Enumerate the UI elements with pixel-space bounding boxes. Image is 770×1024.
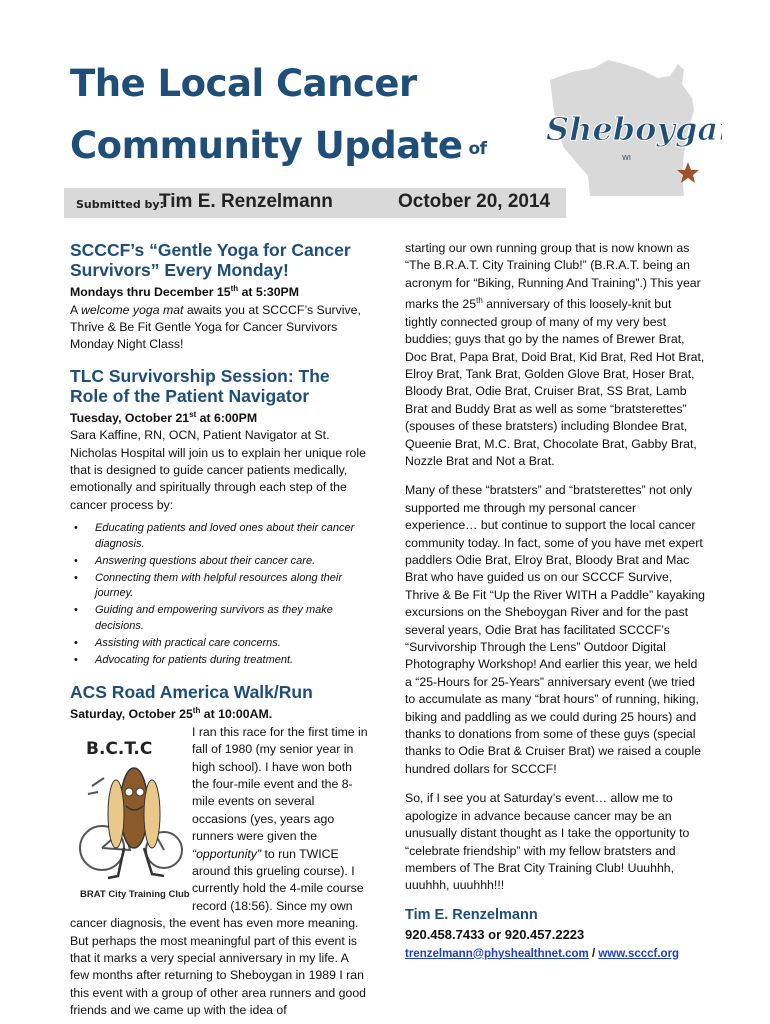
newsletter-title-line1: The Local Cancer xyxy=(70,62,417,105)
list-item: • Connecting them with helpful resources along their journey. xyxy=(70,571,368,602)
left-column xyxy=(70,240,368,1020)
bctc-illustration xyxy=(68,728,190,908)
acs-sub-time: at 10:00AM. xyxy=(200,707,273,722)
email-link[interactable]: trenzelmann@physhealthnet.com xyxy=(405,947,589,960)
tlc-sub-text: Tuesday, October 21 xyxy=(70,410,190,425)
tlc-subheading xyxy=(70,406,368,428)
tlc-bullet-list xyxy=(70,521,368,668)
signature-links xyxy=(405,946,705,963)
website-link[interactable]: www.scccf.org xyxy=(598,947,680,960)
acs-body-pre: I ran this race for the first time in fall of 1980 (my senior year in high school). I have won both the four-mile event and the 8-mile events on several occasions (yes, years ago runners were given the xyxy=(192,724,368,844)
tlc-sub-sup: st xyxy=(189,409,197,419)
closing-paragraph: So, if I see you at Saturday’s event… allow me to apologize in advance because cancer may be an unusually distant thought as I take the opportunity to “celebrate friendship” with my fellow bratsters and members of The Brat City Training Club! Uuuhhh, uuuhhh, uuuhhh!!! xyxy=(405,791,690,893)
yoga-body-pre: A xyxy=(70,302,81,317)
acs-sub-sup: th xyxy=(192,706,201,716)
bratsters-paragraph: Many of these “bratsters” and “bratsterettes” not only supported me through my personal cancer experience… but continue to support the local cancer community today. In fact, some of you have met expert paddlers Odie Brat, Elroy Brat, Bloody Brat and Mac Brat who have guided us on our SCCCF Survive, Thrive & Be Fit “Up the River WITH a Paddle” kayaking excursions on the Sheboygan River and for the past several years, Odie Brat has facilitated SCCCF’s “Survivorship Through the Lens” Outdoor Digital Photography Workshop! And earlier this year, we held a “25-Hours for 25-Years” anniversary event (we tried to accumulate as many “brat hours” of running, hiking, biking and paddling as we could during 25 hours) and thanks to donations from some of these guys (special thanks to Odie Brat & Cruiser Brat) we raised a couple hundred dollars for SCCCF! xyxy=(405,483,706,776)
list-item: • Guiding and empowering survivors as they make decisions. xyxy=(70,603,368,634)
logo-text: Sheboygan xyxy=(546,110,722,148)
bctc-caption: BRAT City Training Club xyxy=(80,888,190,900)
title-of: of xyxy=(468,139,487,159)
yoga-sub-sup: th xyxy=(230,284,239,293)
list-item: • Advocating for patients during treatment. xyxy=(70,653,368,669)
newsletter-title-line2 xyxy=(70,124,487,167)
bctc-logo-text: B.C.T.C xyxy=(86,738,153,759)
logo-sub: WI xyxy=(622,154,631,162)
submitted-label: Submitted by: xyxy=(76,198,164,211)
issue-date: October 20, 2014 xyxy=(398,191,551,212)
brat-p1-post: anniversary of this loosely-knit but tightly connected group of many of my very best buddies; guys that go by the names of Brewer Brat, Doc Brat, Papa Brat, Doid Brat, Kid Brat, Red Hot Brat, Elroy Brat, Tank Brat, Golden Glove Brat, Hoser Brat, Bloody Brat, Odie Brat, Cruiser Brat, SS Brat, Lamb Brat and Buddy Brat as well as some “bratsterettes” (spouses of these bratsters) including Blondee Brat, Queenie Brat, M.C. Brat, Chocolate Brat, Gabby Brat, Nozzle Brat and Not a Brat. xyxy=(405,297,705,468)
link-separator: / xyxy=(588,947,599,960)
right-column xyxy=(405,240,705,963)
yoga-sub-time: at 5:30PM xyxy=(238,285,299,300)
list-item: • Assisting with practical care concerns. xyxy=(70,636,368,652)
brat-p1-sup: th xyxy=(476,296,483,306)
author-name: Tim E. Renzelmann xyxy=(159,191,333,212)
yoga-body-em: welcome yoga mat xyxy=(80,302,184,317)
submitted-bar xyxy=(64,188,566,218)
acs-subheading xyxy=(70,702,368,724)
yoga-sub-text: Mondays thru December 15 xyxy=(70,285,231,300)
acs-story xyxy=(70,724,368,1020)
yoga-heading: SCCCF’s “Gentle Yoga for Cancer Survivors” Every Monday! xyxy=(70,240,351,280)
signature-phone: 920.458.7433 or 920.457.2223 xyxy=(405,927,585,943)
yoga-body-post: awaits you at SCCCF’s Survive, Thrive & Be Fit Gentle Yoga for Cancer Survivors Monday Night Class! xyxy=(70,302,361,352)
sheboygan-logo xyxy=(532,50,722,200)
acs-body-post: to run TWICE around this grueling course). I currently hold the 4-mile course record (18:56). Since my own cancer diagnosis, the event has even more meaning. But perhaps the most meaningful part of this event is that it marks a very special anniversary in my life. A few months after returning to Sheboygan in 1989 I ran this event with a group of other area runners and good friends and we came up with the idea of xyxy=(70,846,367,1018)
brat-runner-icon xyxy=(68,728,186,888)
list-item: • Educating patients and loved ones about their cancer diagnosis. xyxy=(70,521,368,552)
brat-p1-pre: starting our own running group that is now known as “The B.R.A.T. City Training Club!” (B.R.A.T. being an acronym for “Biking, Running And Training”.) This year marks the 25 xyxy=(405,241,701,312)
yoga-subheading xyxy=(70,280,368,302)
acs-sub-text: Saturday, October 25 xyxy=(70,707,193,722)
wisconsin-map-icon xyxy=(532,50,722,200)
acs-heading: ACS Road America Walk/Run xyxy=(70,682,313,703)
title-main: Community Update xyxy=(70,124,463,167)
tlc-sub-time: at 6:00PM xyxy=(196,410,258,425)
tlc-heading: TLC Survivorship Session: The Role of the Patient Navigator xyxy=(70,365,330,406)
yoga-body xyxy=(70,302,368,354)
brat-club-paragraph xyxy=(405,240,705,470)
signature-name: Tim E. Renzelmann xyxy=(405,906,538,923)
acs-body-em: “opportunity” xyxy=(192,846,262,861)
tlc-body: Sara Kaffine, RN, OCN, Patient Navigator at St. Nicholas Hospital will join us to explain her unique role that is designed to guide cancer patients medically, emotionally and spiritually through each step of the cancer process by: xyxy=(70,428,366,512)
list-item: • Answering questions about their cancer care. xyxy=(70,554,368,570)
